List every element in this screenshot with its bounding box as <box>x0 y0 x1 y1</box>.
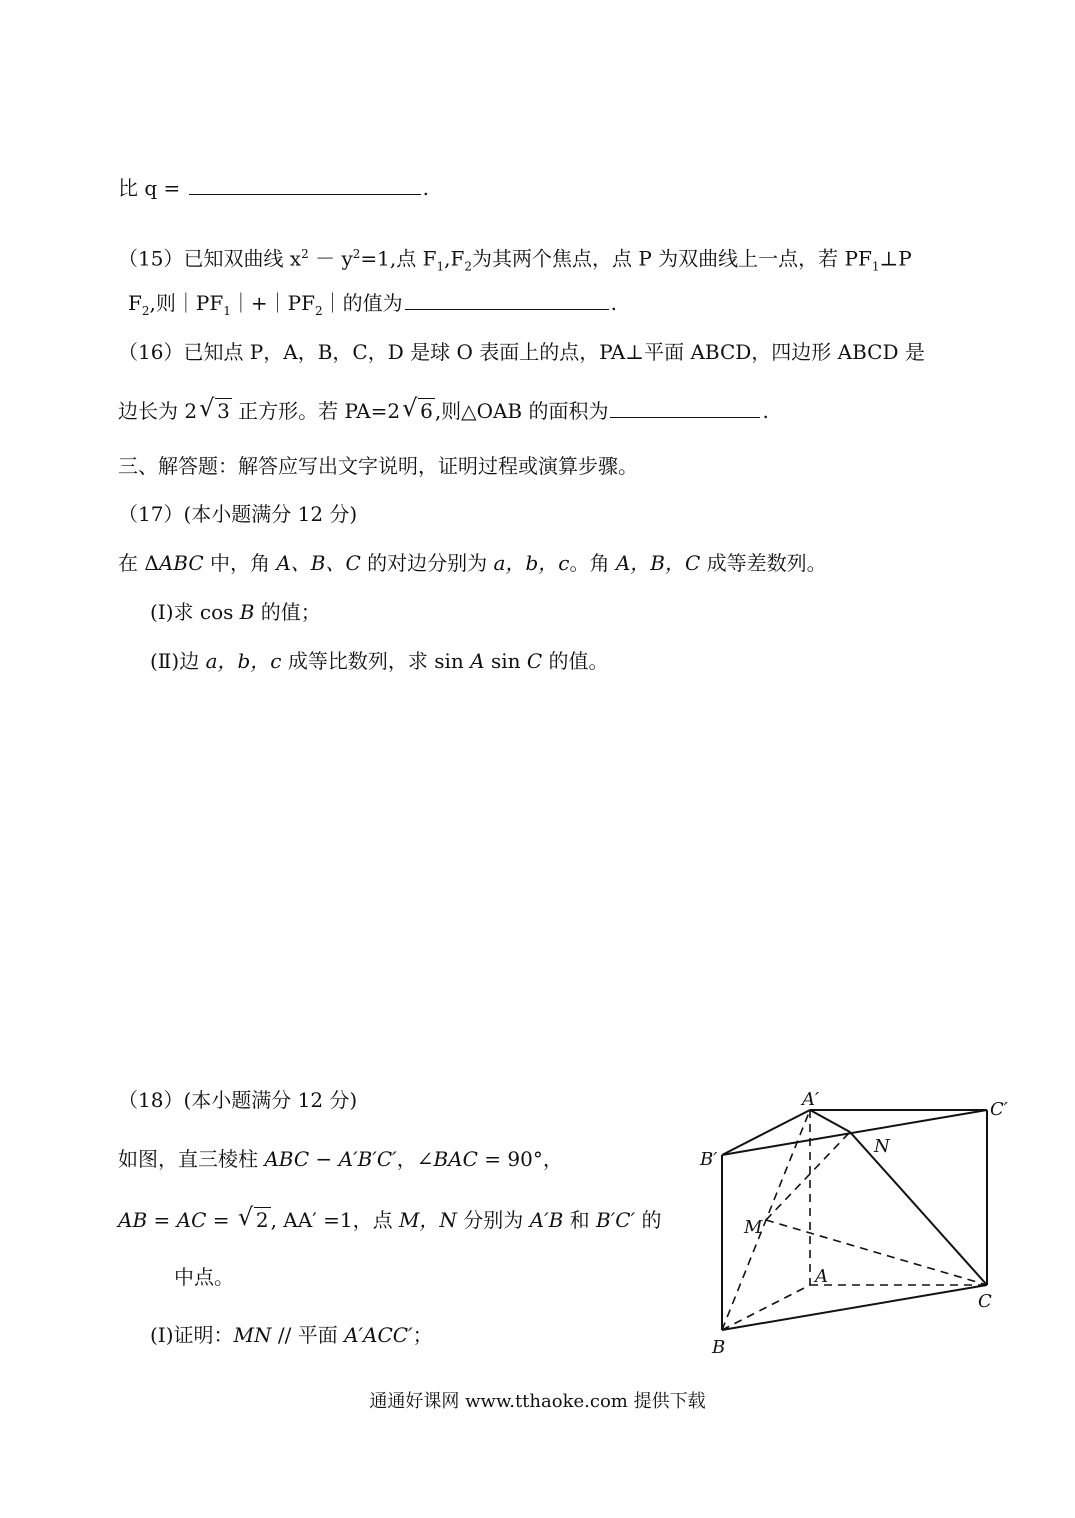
q17-header: （17）(本小题满分 12 分) <box>118 502 358 526</box>
q17-part2: (Ⅱ)边 a，b，c 成等比数列，求 sin A sin C 的值。 <box>150 649 609 673</box>
answer-blank <box>405 291 609 310</box>
label-c: C <box>978 1291 992 1312</box>
label-c1: C′ <box>990 1099 1008 1120</box>
q18-line3: 中点。 <box>174 1265 234 1289</box>
q18-header: （18）(本小题满分 12 分) <box>118 1088 358 1112</box>
sqrt-6: √ 6 <box>402 397 435 425</box>
edge-nc <box>850 1132 987 1285</box>
edge-b1c1 <box>722 1110 987 1155</box>
q17-part1: (Ⅰ)求 cos B 的值； <box>150 600 321 624</box>
sqrt-3: √ 3 <box>199 397 232 425</box>
q16-line2: 边长为 2√ 3 正方形。若 PA=2√ 6 ,则△OAB 的面积为 . <box>118 397 769 425</box>
label-a1: A′ <box>802 1089 820 1110</box>
section-title: 三、解答题：解答应写出文字说明，证明过程或演算步骤。 <box>118 454 638 478</box>
answer-blank <box>189 176 421 195</box>
edge-bc <box>722 1285 987 1330</box>
label-b1: B′ <box>700 1149 718 1170</box>
q15-line1: （15）已知双曲线 $x^2 - y^2=1$,点 $F_1,F_2$为其两个焦点，点 P 为双曲线上一点，若 $PF_1\perp P$ <box>118 246 912 274</box>
q15-line2: $F_2$,则$|PF_1|+|PF_2|$的值为 . <box>128 291 617 318</box>
label-m: M <box>744 1217 763 1238</box>
prism-figure <box>690 1085 1030 1365</box>
label-a: A <box>815 1266 828 1287</box>
sqrt-2: √ 2 <box>238 1206 271 1234</box>
edge-a1n <box>810 1110 850 1132</box>
q18-line1: 如图，直三棱柱 ABC − A′B′C′，∠BAC = 90°， <box>118 1147 563 1171</box>
segment-mc <box>766 1220 987 1285</box>
label-b: B <box>712 1337 726 1358</box>
label-n: N <box>874 1136 890 1157</box>
q16-line1: （16）已知点 P，A，B，C，D 是球 O 表面上的点，PA⊥平面 ABCD，四边形 ABCD 是 <box>118 340 925 364</box>
q14-tail: 比 q = . <box>118 176 429 200</box>
page-footer: 通通好课网 www.tthaoke.com 提供下载 <box>369 1391 706 1412</box>
answer-blank <box>610 399 760 418</box>
q17-stem: 在 ΔABC 中，角 A、B、C 的对边分别为 a，b，c。角 A，B，C 成等差数列。 <box>118 551 827 575</box>
q18-part1: (Ⅰ)证明：MN // 平面 A′ACC′； <box>150 1323 433 1347</box>
q18-line2: AB = AC = √ 2 , AA′ =1，点 M，N 分别为 A′B 和 B′C′ 的 <box>118 1206 662 1234</box>
